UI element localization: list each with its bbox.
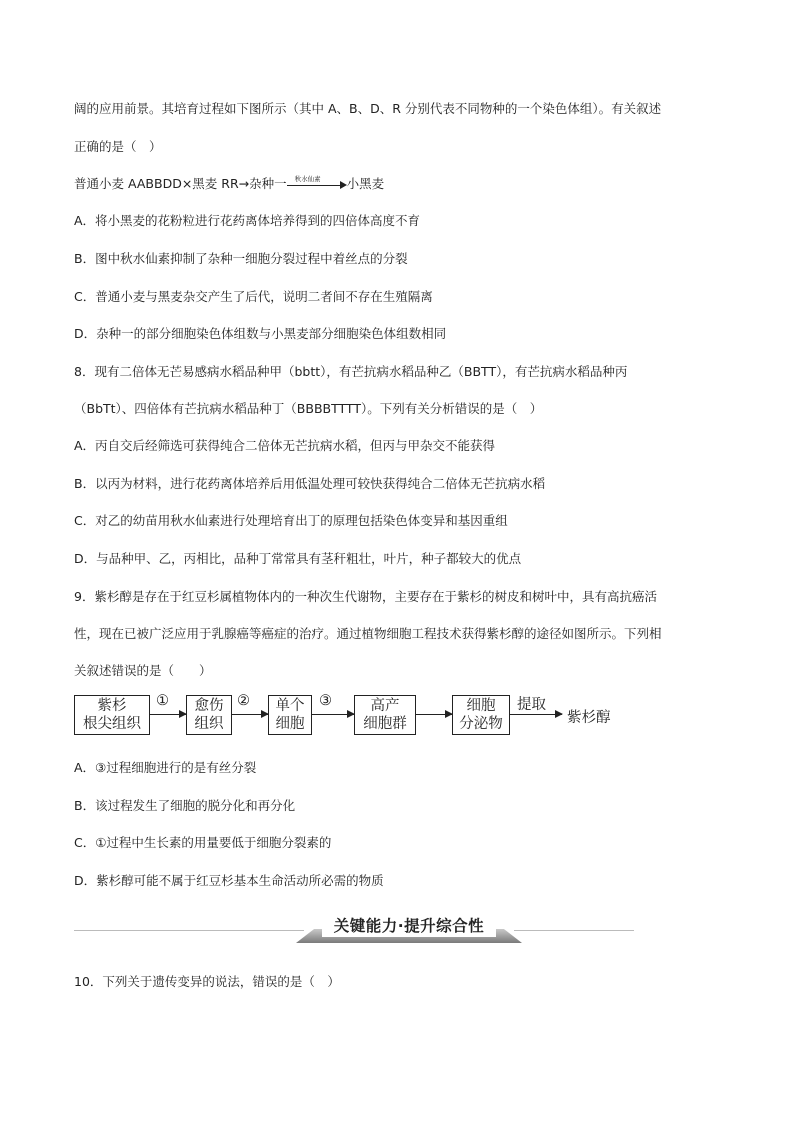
question-8-stem-line-2: （BbTt）、四倍体有芒抗病水稻品种丁（BBBBTTTT）。下列有关分析错误的是（ ） — [74, 401, 543, 416]
q7-option-a: A．将小黑麦的花粉粒进行花药离体培养得到的四倍体高度不育 — [74, 213, 421, 228]
q8-option-c: C．对乙的幼苗用秋水仙素进行处理培育出丁的原理包括染色体变异和基因重组 — [74, 513, 508, 528]
flow-arrow-4 — [416, 714, 452, 715]
colchicine-arrow — [287, 174, 347, 193]
q9-option-a: A．③过程细胞进行的是有丝分裂 — [74, 760, 257, 775]
flow-box-line: 愈伤 — [194, 698, 224, 714]
flow-box-line: 组织 — [194, 716, 224, 732]
flow-box-line: 单个 — [275, 698, 305, 714]
flow-box-line: 细胞 — [466, 698, 496, 714]
flow-box-taxus-root-tip — [74, 695, 150, 735]
flow-box-high-yield-cells — [354, 695, 416, 735]
q7-option-b: B．图中秋水仙素抑制了杂种一细胞分裂过程中着丝点的分裂 — [74, 251, 408, 266]
flow-box-single-cell — [268, 695, 312, 735]
question-8-stem-line-1: 8．现有二倍体无芒易感病水稻品种甲（bbtt），有芒抗病水稻品种乙（BBTT），有芒抗病水稻品种丙 — [74, 364, 628, 379]
q8-option-d: D．与品种甲、乙，丙相比，品种丁常常具有茎秆粗壮，叶片，种子都较大的优点 — [74, 551, 522, 566]
q7-option-c: C．普通小麦与黑麦杂交产生了后代，说明二者间不存在生殖隔离 — [74, 289, 433, 304]
q8-option-b: B．以丙为材料，进行花药离体培养后用低温处理可较快获得纯合二倍体无芒抗病水稻 — [74, 476, 546, 491]
breeding-equation — [74, 176, 384, 193]
q8-option-a: A．丙自交后经筛选可获得纯合二倍体无芒抗病水稻，但丙与甲杂交不能获得 — [74, 438, 496, 453]
banner-title: 关键能力·提升综合性 — [322, 915, 496, 937]
question-10-stem: 10．下列关于遗传变异的说法，错误的是（ ） — [74, 974, 340, 989]
equation-right: 小黑麦 — [346, 176, 385, 191]
flow-end-taxol: 紫杉醇 — [567, 710, 611, 726]
flow-box-callus — [186, 695, 232, 735]
flow-arrow-3 — [312, 714, 354, 715]
equation-left: 普通小麦 AABBDD×黑麦 RR→杂种一 — [74, 176, 287, 191]
flow-arrow-5 — [510, 714, 562, 715]
q9-option-b: B．该过程发生了细胞的脱分化和再分化 — [74, 798, 296, 813]
question-7-stem-line-1: 阔的应用前景。其培育过程如下图所示（其中 A、B、D、R 分别代表不同物种的一个染色体组）。有关叙述 — [74, 101, 662, 116]
question-9-stem-line-3: 关叙述错误的是（ ） — [74, 663, 212, 678]
banner-rule-left — [74, 930, 304, 931]
banner-rule-right — [514, 930, 634, 931]
question-9-stem-line-2: 性，现在已被广泛应用于乳腺癌等癌症的治疗。通过植物细胞工程技术获得紫杉醇的途径如图所示。下列相 — [74, 626, 662, 641]
flow-box-secretion — [452, 695, 510, 735]
flow-box-line: 根尖组织 — [83, 716, 141, 732]
flow-box-line: 高产 — [370, 698, 400, 714]
flow-box-line: 细胞 — [275, 716, 305, 732]
taxol-flow-diagram — [74, 692, 634, 742]
flow-arrow-2 — [232, 714, 268, 715]
question-7-stem-line-2: 正确的是（ ） — [74, 139, 162, 154]
colchicine-label: 秋水仙素 — [294, 174, 321, 183]
flow-box-line: 分泌物 — [459, 716, 503, 732]
section-banner — [74, 915, 634, 943]
flow-arrow-label-extract: 提取 — [517, 697, 546, 713]
q9-option-c: C．①过程中生长素的用量要低于细胞分裂素的 — [74, 835, 332, 850]
question-9-stem-line-1: 9．紫杉醇是存在于红豆杉属植物体内的一种次生代谢物，主要存在于紫杉的树皮和树叶中，具有高抗癌活 — [74, 589, 657, 604]
q9-option-d: D．紫杉醇可能不属于红豆杉基本生命活动所必需的物质 — [74, 873, 384, 888]
flow-arrow-label-2: ② — [237, 693, 250, 709]
flow-box-line: 紫杉 — [97, 698, 127, 714]
flow-arrow-1 — [150, 714, 186, 715]
q7-option-d: D．杂种一的部分细胞染色体组数与小黑麦部分细胞染色体组数相同 — [74, 326, 447, 341]
flow-box-line: 细胞群 — [363, 716, 407, 732]
flow-arrow-label-1: ① — [156, 693, 169, 709]
flow-arrow-label-3: ③ — [319, 693, 332, 709]
